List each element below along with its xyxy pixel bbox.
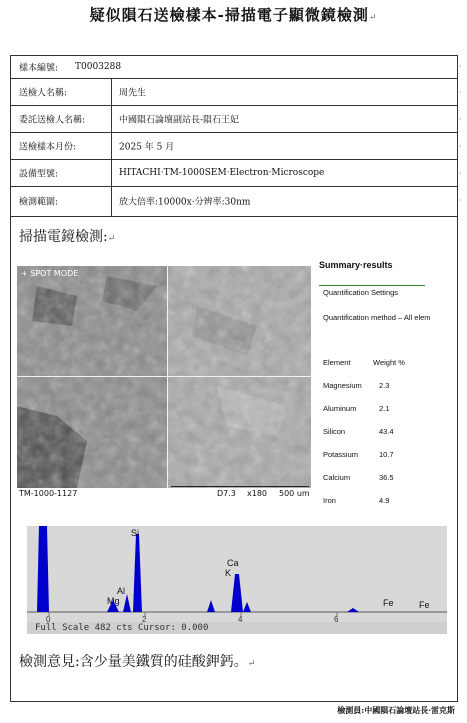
element-row — [323, 473, 394, 482]
element-name: Potassium — [323, 450, 359, 459]
row-label: 樣本編號: — [19, 63, 59, 74]
axis-tick-0: 0 — [46, 615, 51, 622]
peak-label-mg: Mg — [107, 596, 120, 606]
row-label: 委託送檢人名稱: — [19, 115, 86, 125]
eds-spectrum — [27, 526, 447, 634]
crosshair-vertical[interactable] — [167, 266, 168, 488]
summary-title: Summary·results — [319, 260, 393, 270]
cell-mark: · — [459, 196, 462, 205]
conclusion-text: 檢測意見:含少量美鐵質的硅酸鉀鈣。 — [19, 654, 248, 670]
row-value: 2025 年 5 月 — [119, 142, 175, 152]
element-row — [323, 381, 390, 390]
summary-settings: Quantification Settings — [323, 288, 399, 297]
summary-method: Quantification method – All elem — [323, 313, 431, 322]
header-element: Element — [323, 358, 351, 367]
element-value: 43.4 — [379, 427, 394, 436]
row-value: 中國隕石論壇副站長-隕石王妃 — [119, 115, 240, 125]
report-sheet — [10, 55, 458, 702]
sem-instrument-id: TM-1000-1127 — [19, 489, 78, 498]
table-row-equipment — [11, 159, 457, 187]
table-row-commissioner — [11, 105, 457, 133]
cell-mark: · — [459, 142, 462, 151]
row-value: T0003288 — [75, 62, 122, 72]
header-weight: Weight % — [373, 358, 405, 367]
element-value: 2.3 — [379, 381, 390, 390]
row-label: 送檢樣本月份: — [19, 142, 77, 152]
sem-section-title — [19, 226, 115, 246]
peak-label-fe: Fe — [383, 598, 394, 608]
row-label: 檢測範圍: — [19, 197, 59, 208]
sem-texture — [17, 266, 311, 488]
element-row — [323, 427, 394, 436]
element-value: 36.5 — [379, 473, 394, 482]
table-column-divider — [111, 78, 112, 216]
cell-mark: · — [459, 115, 462, 124]
summary-underline — [319, 285, 425, 286]
sem-scale: 500 um — [279, 489, 310, 498]
row-label: 送檢人名稱: — [19, 88, 68, 98]
cell-mark: · — [459, 169, 462, 178]
peak-label-ca: Ca — [227, 558, 239, 568]
axis-tick-2: 2 — [142, 615, 147, 622]
cell-mark: · — [459, 88, 462, 97]
element-value: 4.9 — [379, 496, 390, 505]
axis-tick-6: 6 — [334, 615, 339, 622]
scale-bar — [171, 486, 309, 487]
table-row-month — [11, 132, 457, 160]
row-value: 周先生 — [119, 88, 147, 98]
table-row-sample-id — [11, 56, 457, 79]
sem-micrograph — [17, 266, 311, 488]
spectrum-footer: Full Scale 482 cts Cursor: 0.000 — [27, 622, 447, 634]
peak-label-si: Si — [131, 528, 140, 538]
element-name: Aluminum — [323, 404, 357, 413]
element-row — [323, 404, 390, 413]
para-mark: ↵ — [368, 13, 378, 23]
element-value: 2.1 — [379, 404, 390, 413]
para-mark: ↵ — [107, 234, 116, 244]
element-name: Iron — [323, 496, 336, 505]
table-row-submitter — [11, 78, 457, 106]
sem-working-distance: D7.3 — [217, 489, 236, 498]
summary-header — [323, 358, 405, 367]
element-value: 10.7 — [379, 450, 394, 459]
table-row-range — [11, 186, 457, 217]
spot-mode-label: + SPOT MODE — [21, 269, 79, 278]
cell-mark: · — [459, 62, 462, 71]
element-row — [323, 450, 394, 459]
sem-magnification: x180 — [247, 489, 268, 498]
row-value: 放大倍率:10000x·分辨率:30nm — [119, 197, 251, 208]
axis-tick-4: 4 — [238, 615, 243, 622]
element-name: Magnesium — [323, 381, 362, 390]
document-title — [0, 4, 467, 25]
conclusion — [19, 651, 255, 671]
title-text: 疑似隕石送檢樣本-掃描電子顯微鏡檢測 — [89, 6, 369, 24]
row-label: 設備型號: — [19, 169, 59, 179]
peak-label-al: Al — [117, 586, 126, 596]
inspector-signature: 檢測員:中國隕石論壇站長·雷克斯 — [337, 705, 455, 715]
peak-label-fe2: Fe — [419, 600, 430, 610]
summary-results-panel — [317, 258, 457, 504]
para-mark: ↵ — [247, 659, 256, 669]
spectrum-plot — [27, 526, 447, 622]
sem-section-text: 掃描電鏡檢測: — [19, 229, 108, 245]
row-value: HITACHI·TM-1000SEM·Electron·Microscope — [119, 167, 325, 178]
crosshair-horizontal[interactable] — [17, 376, 311, 377]
element-row — [323, 496, 390, 505]
element-name: Silicon — [323, 427, 346, 436]
element-name: Calcium — [323, 473, 351, 482]
peak-label-k: K — [225, 568, 232, 578]
